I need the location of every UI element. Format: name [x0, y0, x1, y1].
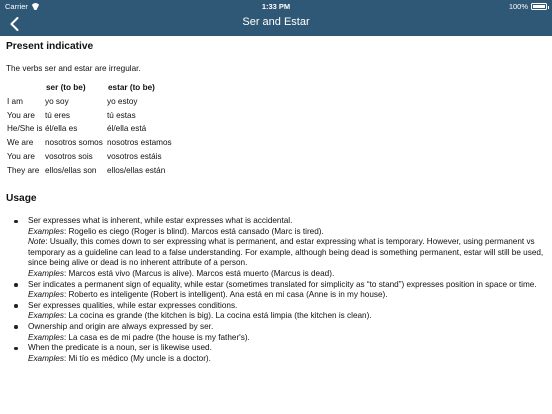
table-cell: yo soy	[45, 96, 69, 106]
examples-text: : Roberto es inteligente (Robert is intelligent). Ana está en mi casa (Anne is in my house).	[63, 290, 388, 300]
carrier-label: Carrier	[5, 2, 28, 11]
lesson-content[interactable]	[0, 36, 552, 414]
column-header	[6, 82, 44, 95]
examples-text: : La cocina es grande (the kitchen is big). La cocina está limpia (the kitchen is clean).	[63, 311, 372, 321]
rule-text: Ser expresses what is inherent, while estar expresses what is accidental.	[28, 216, 293, 225]
table-cell: él/ella está	[107, 124, 147, 134]
examples-label: Examples	[28, 268, 64, 278]
status-time: 1:33 PM	[261, 2, 291, 11]
table-cell: You are	[7, 110, 35, 120]
examples-line	[28, 227, 546, 238]
table-row	[6, 164, 173, 178]
table-cell: You are	[7, 152, 35, 162]
rule-text: Ser expresses qualities, while estar expresses conditions.	[28, 300, 238, 310]
navigation-bar	[0, 12, 552, 36]
examples-line	[28, 311, 546, 322]
table-cell: We are	[7, 138, 34, 148]
table-cell: They are	[7, 166, 40, 176]
page-title: Ser and Estar	[242, 16, 310, 28]
table-cell: vosotros estáis	[107, 152, 162, 162]
note-label: Note	[28, 237, 46, 247]
examples-text: : La casa es de mi padre (the house is my father's).	[63, 332, 250, 342]
table-row	[6, 95, 173, 109]
column-header: estar (to be)	[108, 83, 155, 93]
table-cell: He/She is	[7, 124, 43, 134]
list-item	[28, 280, 546, 301]
table-cell: nosotros estamos	[107, 138, 172, 148]
examples-line	[28, 333, 546, 344]
conjugation-table	[6, 82, 173, 178]
examples-text: : Mi tío es médico (My uncle is a doctor).	[63, 353, 211, 363]
examples-text: : Rogelio es ciego (Roger is blind). Marcos está cansado (Marc is tired).	[63, 226, 324, 236]
list-item	[28, 322, 546, 343]
examples-label: Examples	[28, 290, 64, 300]
table-cell: I am	[7, 96, 23, 106]
battery-percent: 100%	[508, 2, 528, 11]
rule-text: When the predicate is a noun, ser is likewise used.	[28, 343, 212, 353]
examples-label: Examples	[28, 332, 64, 342]
top-bar	[0, 0, 552, 36]
table-cell: nosotros somos	[45, 138, 103, 148]
battery-icon	[531, 3, 547, 10]
table-cell: ellos/ellas son	[45, 166, 97, 176]
examples-text: : Marcos está vivo (Marcus is alive). Marcos está muerto (Marcus is dead).	[63, 268, 335, 278]
rule-text: Ser indicates a permanent sign of equality, while estar (sometimes translated for simplicity as “to stand”) expresses position in space or time.	[28, 279, 537, 289]
battery-group	[509, 2, 547, 11]
usage-list	[28, 216, 546, 364]
examples-line	[28, 290, 546, 301]
table-row	[6, 123, 173, 137]
table-cell: ellos/ellas están	[107, 166, 166, 176]
table-row	[6, 109, 173, 123]
list-item	[28, 301, 546, 322]
usage-heading: Usage	[6, 193, 37, 204]
present-indicative-heading: Present indicative	[6, 41, 94, 52]
examples-line	[28, 354, 546, 365]
column-header: ser (to be)	[46, 83, 86, 93]
note-line	[28, 237, 546, 269]
table-row	[6, 137, 173, 151]
examples-line	[28, 269, 546, 280]
rule-text: Ownership and origin are always expressed by ser.	[28, 321, 214, 331]
intro-text: The verbs ser and estar are irregular.	[6, 64, 141, 73]
table-row	[6, 151, 173, 165]
list-item	[28, 343, 546, 364]
examples-label: Examples	[28, 226, 64, 236]
table-cell: él/ella es	[45, 124, 78, 134]
table-cell: tú eres	[45, 110, 71, 120]
list-item	[28, 216, 546, 280]
status-bar	[0, 0, 552, 12]
examples-label: Examples	[28, 353, 64, 363]
table-cell: vosotros sois	[45, 152, 93, 162]
table-cell: tú estas	[107, 110, 136, 120]
note-text: : Usually, this comes down to ser expressing what is permanent, and estar expressing what is temporary. However, using permanent vs temporary as a guideline can lead to a false understanding. For example, although being dead is something permanent, estar will still be used, since being alive or dead is no inherent attribute of a person.	[28, 237, 544, 268]
examples-label: Examples	[28, 311, 64, 321]
table-header-row	[6, 82, 173, 95]
table-cell: yo estoy	[107, 96, 138, 106]
